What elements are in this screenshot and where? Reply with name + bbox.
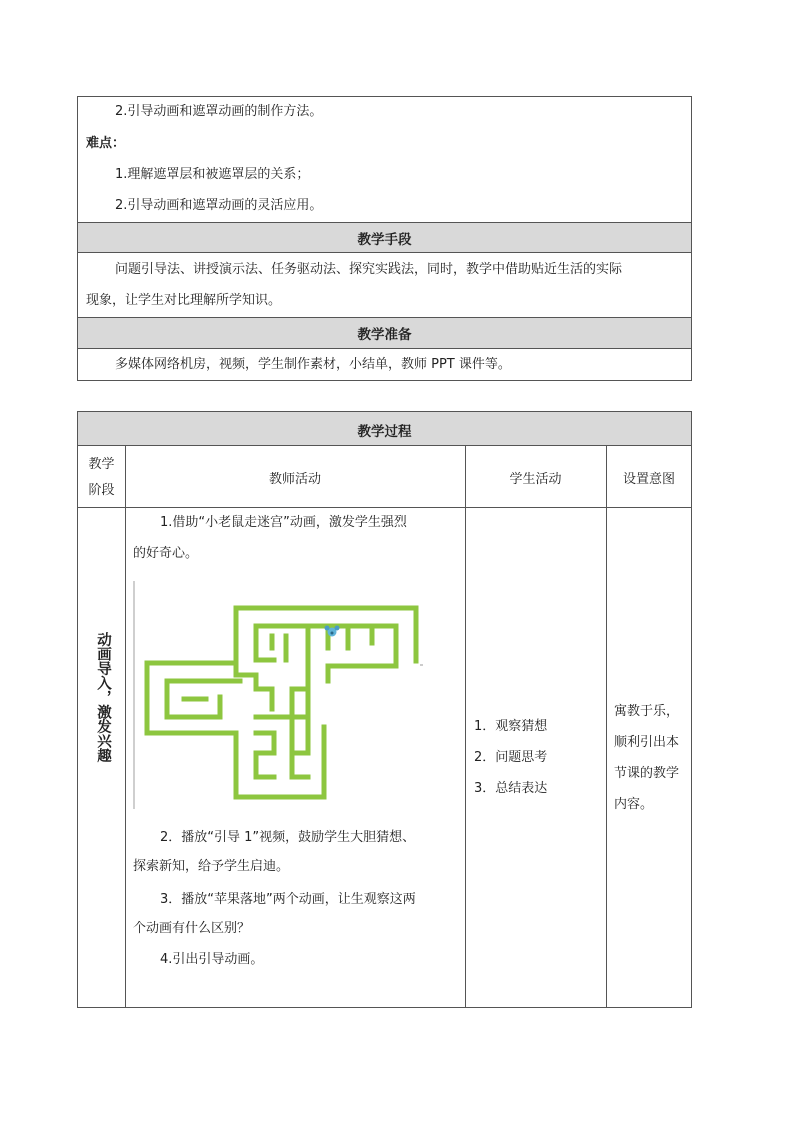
teaching-prep-header: 教学准备 bbox=[78, 317, 691, 349]
student-activity-2: 2．问题思考 bbox=[474, 750, 548, 765]
divider bbox=[465, 445, 466, 1007]
teacher-item-2-line-2: 探索新知，给予学生启迪。 bbox=[133, 859, 290, 874]
teaching-prep-text: 多媒体网络机房，视频，学生制作素材，小结单，教师 PPT 课件等。 bbox=[115, 357, 511, 372]
difficulty-item-1: 1.理解遮罩层和被遮罩层的关系； bbox=[115, 167, 310, 182]
column-header-intent: 设置意图 bbox=[622, 472, 675, 487]
divider bbox=[125, 445, 126, 1007]
intent-line-4: 内容。 bbox=[614, 797, 654, 812]
intent-line-1: 寓教于乐， bbox=[614, 704, 680, 719]
intent-line-2: 顺利引出本 bbox=[614, 735, 680, 750]
student-activity-1: 1．观察猜想 bbox=[474, 719, 548, 734]
teaching-means-line-1: 问题引导法、讲授演示法、任务驱动法、探究实践法，同时，教学中借助贴近生活的实际 bbox=[115, 262, 623, 277]
teacher-item-3-line-2: 个动画有什么区别？ bbox=[133, 921, 251, 936]
teacher-item-3-line-1: 3．播放“苹果落地”两个动画，让生观察这两 bbox=[160, 892, 416, 907]
divider bbox=[78, 507, 691, 508]
teacher-item-1-line-1: 1.借助“小老鼠走迷宫”动画，激发学生强烈 bbox=[160, 515, 407, 530]
teaching-means-line-2: 现象，让学生对比理解所学知识。 bbox=[86, 293, 282, 308]
maze-image bbox=[132, 577, 462, 812]
stage-label: 动画导入，激发兴趣 bbox=[95, 632, 111, 763]
teacher-item-2-line-1: 2．播放“引导 1”视频，鼓励学生大胆猜想、 bbox=[160, 830, 416, 845]
divider bbox=[606, 445, 607, 1007]
column-header-teacher: 教师活动 bbox=[268, 472, 321, 487]
key-point-line: 2.引导动画和遮罩动画的制作方法。 bbox=[115, 104, 323, 119]
student-activity-3: 3．总结表达 bbox=[474, 781, 548, 796]
teacher-item-1-line-2: 的好奇心。 bbox=[133, 546, 199, 561]
column-header-student: 学生活动 bbox=[509, 472, 562, 487]
difficulty-item-2: 2.引导动画和遮罩动画的灵活应用。 bbox=[115, 198, 323, 213]
intent-line-3: 节课的教学 bbox=[614, 766, 680, 781]
column-header-stage: 教学 阶段 bbox=[88, 457, 115, 498]
teaching-means-header: 教学手段 bbox=[78, 222, 691, 253]
teacher-item-4: 4.引出引导动画。 bbox=[160, 952, 264, 967]
process-header: 教学过程 bbox=[78, 412, 691, 445]
divider bbox=[78, 445, 691, 446]
objectives-table bbox=[77, 96, 692, 381]
difficulty-title: 难点： bbox=[86, 136, 126, 151]
